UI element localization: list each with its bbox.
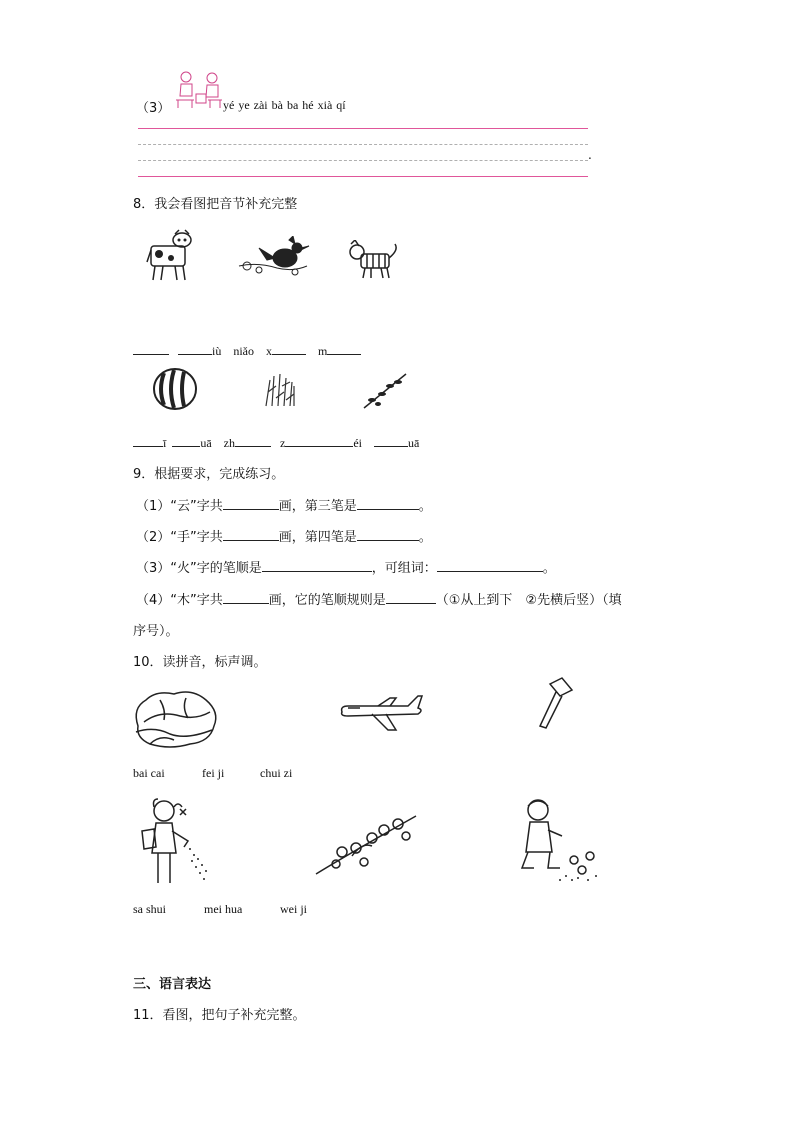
q9-title: 9．根据要求，完成练习。	[133, 467, 285, 482]
answer-blank[interactable]	[262, 559, 372, 572]
tiger-illustration	[347, 240, 401, 280]
grandpa-dad-chess-illustration	[172, 70, 228, 110]
syllable-ending: uā	[408, 436, 420, 450]
syllable-initial: x	[266, 344, 273, 358]
q9-line-1: （1）“云”字共 画，第三笔是 。	[136, 499, 432, 514]
answer-blank[interactable]	[327, 342, 361, 355]
watermelon-illustration	[152, 367, 198, 411]
syllable-initial: m	[318, 344, 328, 358]
q8-row1	[133, 342, 361, 359]
q8-row2	[133, 434, 419, 451]
q9-line-2: （2）“手”字共 画，第四笔是 。	[136, 530, 432, 545]
plum-blossom-illustration	[312, 812, 420, 876]
pinyin-wei-ji: wei ji	[280, 902, 307, 916]
q9-line-5: 序号）。	[133, 624, 179, 639]
answer-blank[interactable]	[374, 434, 408, 447]
answer-blank[interactable]	[285, 434, 353, 447]
section-3-heading: 三、语言表达	[133, 977, 212, 992]
child-feeding-chicks-illustration	[516, 796, 608, 886]
q7-pinyin: yé ye zài bà ba hé xià qí	[223, 98, 346, 112]
answer-blank[interactable]	[172, 434, 200, 447]
syllable: niǎo	[233, 344, 255, 358]
q10-title: 10．读拼音，标声调。	[133, 655, 267, 670]
answer-blank[interactable]	[223, 528, 279, 541]
writing-line-mid2	[138, 160, 588, 161]
q8-title: 8．我会看图把音节补充完整	[133, 197, 298, 212]
writing-line-top	[138, 128, 588, 129]
answer-blank[interactable]	[223, 591, 269, 604]
answer-blank[interactable]	[223, 497, 279, 510]
q11-title: 11．看图，把句子补充完整。	[133, 1008, 306, 1023]
answer-blank[interactable]	[133, 342, 169, 355]
answer-blank[interactable]	[357, 497, 419, 510]
branch-illustration	[362, 372, 408, 410]
answer-blank[interactable]	[178, 342, 212, 355]
pinyin-mei-hua: mei hua	[204, 902, 243, 916]
answer-blank[interactable]	[235, 434, 271, 447]
answer-blank[interactable]	[437, 559, 543, 572]
answer-blank[interactable]	[133, 434, 163, 447]
grass-illustration	[262, 372, 298, 408]
hammer-illustration	[536, 676, 576, 732]
pinyin-fei-ji: fei ji	[202, 766, 225, 780]
syllable-ending: ī	[163, 436, 167, 450]
airplane-illustration	[338, 694, 426, 734]
cabbage-illustration	[130, 686, 222, 752]
syllable-initial: zh	[223, 436, 235, 450]
pinyin-chui-zi: chui zi	[260, 766, 293, 780]
bird-illustration	[237, 236, 313, 280]
writing-line-mid1	[138, 144, 588, 145]
q7-item-label: （3）	[136, 101, 171, 116]
answer-blank[interactable]	[357, 528, 419, 541]
sentence-end-dot: .	[588, 148, 592, 162]
writing-line-bottom	[138, 176, 588, 177]
syllable-ending: uā	[200, 436, 212, 450]
girl-watering-illustration	[134, 795, 214, 885]
q9-line-3: （3）“火”字的笔顺是 ，可组词： 。	[136, 561, 556, 576]
pinyin-sa-shui: sa shui	[133, 902, 166, 916]
answer-blank[interactable]	[272, 342, 306, 355]
cow-illustration	[145, 228, 201, 282]
syllable-ending: éi	[353, 436, 362, 450]
answer-blank[interactable]	[386, 591, 436, 604]
q9-line-4: （4）“木”字共 画，它的笔顺规则是 （①从上到下 ②先横后竖）（填	[136, 593, 622, 608]
syllable-ending: iù	[212, 344, 222, 358]
pinyin-bai-cai: bai cai	[133, 766, 165, 780]
syllable-initial: z	[280, 436, 286, 450]
